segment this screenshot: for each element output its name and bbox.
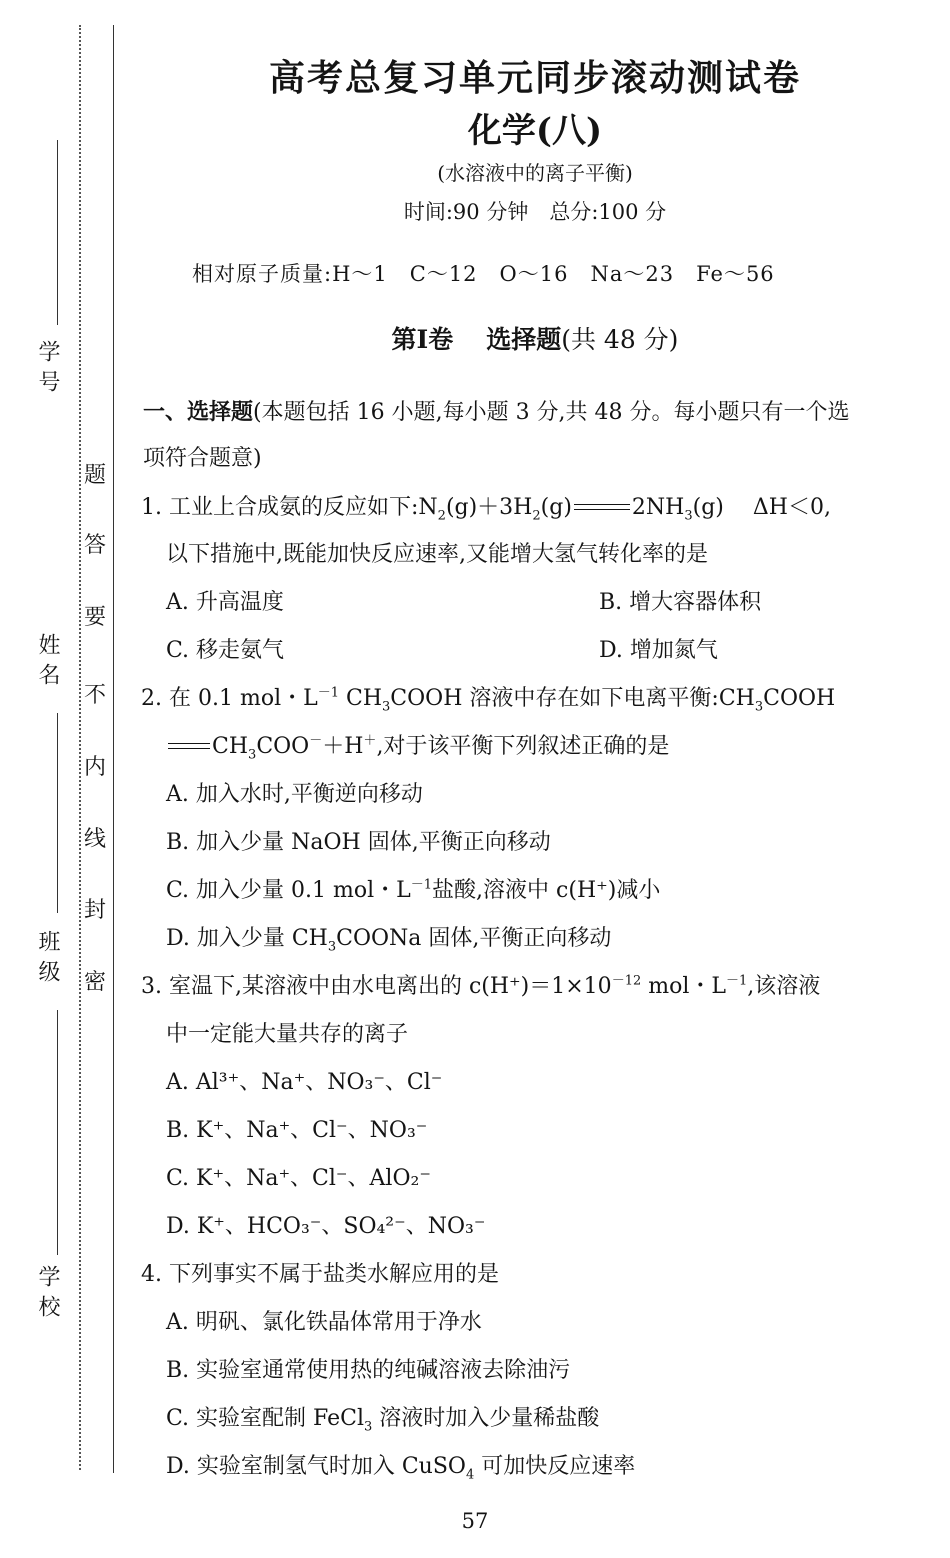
q1-option-b[interactable]: B. 增大容器体积 bbox=[599, 590, 762, 615]
q4-option-b[interactable]: B. 实验室通常使用热的纯碱溶液去除油污 bbox=[166, 1358, 571, 1383]
section-heading bbox=[140, 320, 930, 356]
q3-option-c[interactable]: C. K⁺、Na⁺、Cl⁻、AlO₂⁻ bbox=[166, 1166, 431, 1191]
q3-option-b[interactable]: B. K⁺、Na⁺、Cl⁻、NO₃⁻ bbox=[166, 1118, 428, 1143]
seal-char: 封 bbox=[84, 898, 107, 923]
part1-desc: (本题包括 16 小题,每小题 3 分,共 48 分。每小题只有一个选 bbox=[253, 400, 850, 425]
solid-margin-line bbox=[113, 25, 114, 1473]
q4-c-post: 溶液时加入少量稀盐酸 bbox=[372, 1406, 600, 1431]
q3-stem-line2: 中一定能大量共存的离子 bbox=[166, 1022, 409, 1047]
q1-option-a[interactable]: A. 升高温度 bbox=[166, 590, 284, 615]
page-number: 57 bbox=[461, 1509, 489, 1533]
q2-d-pre: D. 加入少量 CH bbox=[166, 926, 328, 951]
name-label: 姓名 bbox=[35, 633, 60, 693]
q4-c-pre: C. 实验室配制 FeCl bbox=[166, 1406, 364, 1431]
equilibrium-arrow-icon bbox=[572, 502, 632, 514]
question-1-stem: 1. 工业上合成氨的反应如下$:N_2(g)+3H_2(g)$ $2NH_3(g)$ ΔH＜0, bbox=[141, 495, 831, 524]
school-label: 学校 bbox=[35, 1265, 60, 1325]
seal-char: 线 bbox=[84, 827, 107, 852]
q2-prefix: 2. 在 0.1 mol・L bbox=[141, 686, 318, 711]
equilibrium-arrow-icon bbox=[166, 741, 212, 753]
q3-suffix: ,该溶液 bbox=[747, 974, 821, 999]
name-field[interactable] bbox=[57, 713, 58, 913]
section-score: (共 48 分) bbox=[561, 325, 679, 354]
question-3-stem: 3. 室温下,某溶液中由水电离出的 $c(H^+)=1\times 10^{-12}$ mol・$L^{-1}$,该溶液 bbox=[141, 973, 821, 999]
atomic-masses: 相对原子质量:H～1 C～12 O～16 Na～23 Fe～56 bbox=[192, 262, 775, 286]
q4-option-d[interactable]: D. 实验室制氢气时加入 CuSO$_4$ 可加快反应速率 bbox=[166, 1454, 636, 1483]
q4-option-c[interactable]: C. 实验室配制 FeCl$_3$ 溶液时加入少量稀盐酸 bbox=[166, 1406, 600, 1435]
question-4-stem: 4. 下列事实不属于盐类水解应用的是 bbox=[141, 1262, 499, 1287]
q1-stem-line2: 以下措施中,既能加快反应速率,又能增大氢气转化率的是 bbox=[166, 542, 708, 567]
seal-char: 题 bbox=[84, 463, 107, 488]
q4-option-a[interactable]: A. 明矾、氯化铁晶体常用于净水 bbox=[166, 1310, 482, 1335]
q3-option-a[interactable]: A. Al³⁺、Na⁺、NO₃⁻、Cl⁻ bbox=[166, 1070, 443, 1095]
q1-option-c[interactable]: C. 移走氨气 bbox=[166, 638, 285, 663]
dotted-binding-line bbox=[79, 25, 81, 1470]
topic-subtitle: (水溶液中的离子平衡) bbox=[437, 161, 633, 185]
seal-char: 答 bbox=[84, 533, 107, 558]
part1-heading: 一、选择题 bbox=[143, 399, 254, 425]
seal-char: 内 bbox=[84, 755, 107, 780]
q2-d-post: COONa 固体,平衡正向移动 bbox=[336, 926, 612, 951]
q2-c-post: 盐酸,溶液中 c(H⁺)减小 bbox=[432, 878, 661, 903]
seal-char: 要 bbox=[84, 605, 107, 630]
q3-option-d[interactable]: D. K⁺、HCO₃⁻、SO₄²⁻、NO₃⁻ bbox=[166, 1214, 486, 1239]
q4-d-post: 可加快反应速率 bbox=[474, 1454, 636, 1479]
q4-d-pre: D. 实验室制氢气时加入 CuSO bbox=[166, 1454, 466, 1479]
section-name: 选择题 bbox=[486, 325, 562, 354]
q1-option-d[interactable]: D. 增加氮气 bbox=[599, 638, 718, 663]
q1-prefix: 1. 工业上合成氨的反应如下: bbox=[141, 495, 419, 520]
time-score: 时间:90 分钟 总分:100 分 bbox=[403, 200, 667, 224]
q2-stem-line2: $CH_3COO^-+H^+$,对于该平衡下列叙述正确的是 bbox=[166, 729, 669, 762]
section-label: 第Ⅰ卷 bbox=[391, 325, 454, 354]
seal-char: 不 bbox=[84, 683, 107, 708]
q2-c-pre: C. 加入少量 0.1 mol・L bbox=[166, 878, 411, 903]
q3-mid: mol・L bbox=[641, 974, 726, 999]
student-no-label: 学号 bbox=[35, 340, 60, 400]
student-no-field[interactable] bbox=[57, 140, 58, 325]
q1-suffix: ΔH＜0, bbox=[752, 495, 831, 520]
q2-option-c[interactable]: C. 加入少量 0.1 mol・$L^{-1}$盐酸,溶液中 c(H⁺)减小 bbox=[166, 877, 661, 903]
exam-title: 高考总复习单元同步滚动测试卷 bbox=[268, 57, 801, 99]
question-2-stem: 2. 在 0.1 mol・$L^{-1}$ $CH_3COOH$ 溶液中存在如下电离平衡$:CH_3COOH$ bbox=[141, 685, 836, 715]
class-field[interactable] bbox=[57, 1010, 58, 1255]
q2-option-b[interactable]: B. 加入少量 NaOH 固体,平衡正向移动 bbox=[166, 830, 551, 855]
class-label: 班级 bbox=[35, 930, 60, 990]
part1-desc-2: 项符合题意) bbox=[143, 446, 262, 471]
q2-line2-tail: ,对于该平衡下列叙述正确的是 bbox=[376, 734, 670, 759]
seal-char: 密 bbox=[84, 970, 107, 995]
q3-prefix: 3. 室温下,某溶液中由水电离出的 c(H⁺)＝1×10 bbox=[141, 974, 612, 999]
q2-mid: 溶液中存在如下电离平衡: bbox=[469, 686, 719, 711]
q2-option-a[interactable]: A. 加入水时,平衡逆向移动 bbox=[166, 782, 423, 807]
subject-title: 化学(八) bbox=[467, 111, 603, 151]
q2-option-d[interactable]: D. 加入少量 $CH_3COONa$ 固体,平衡正向移动 bbox=[166, 926, 612, 955]
part1-intro bbox=[143, 395, 850, 426]
